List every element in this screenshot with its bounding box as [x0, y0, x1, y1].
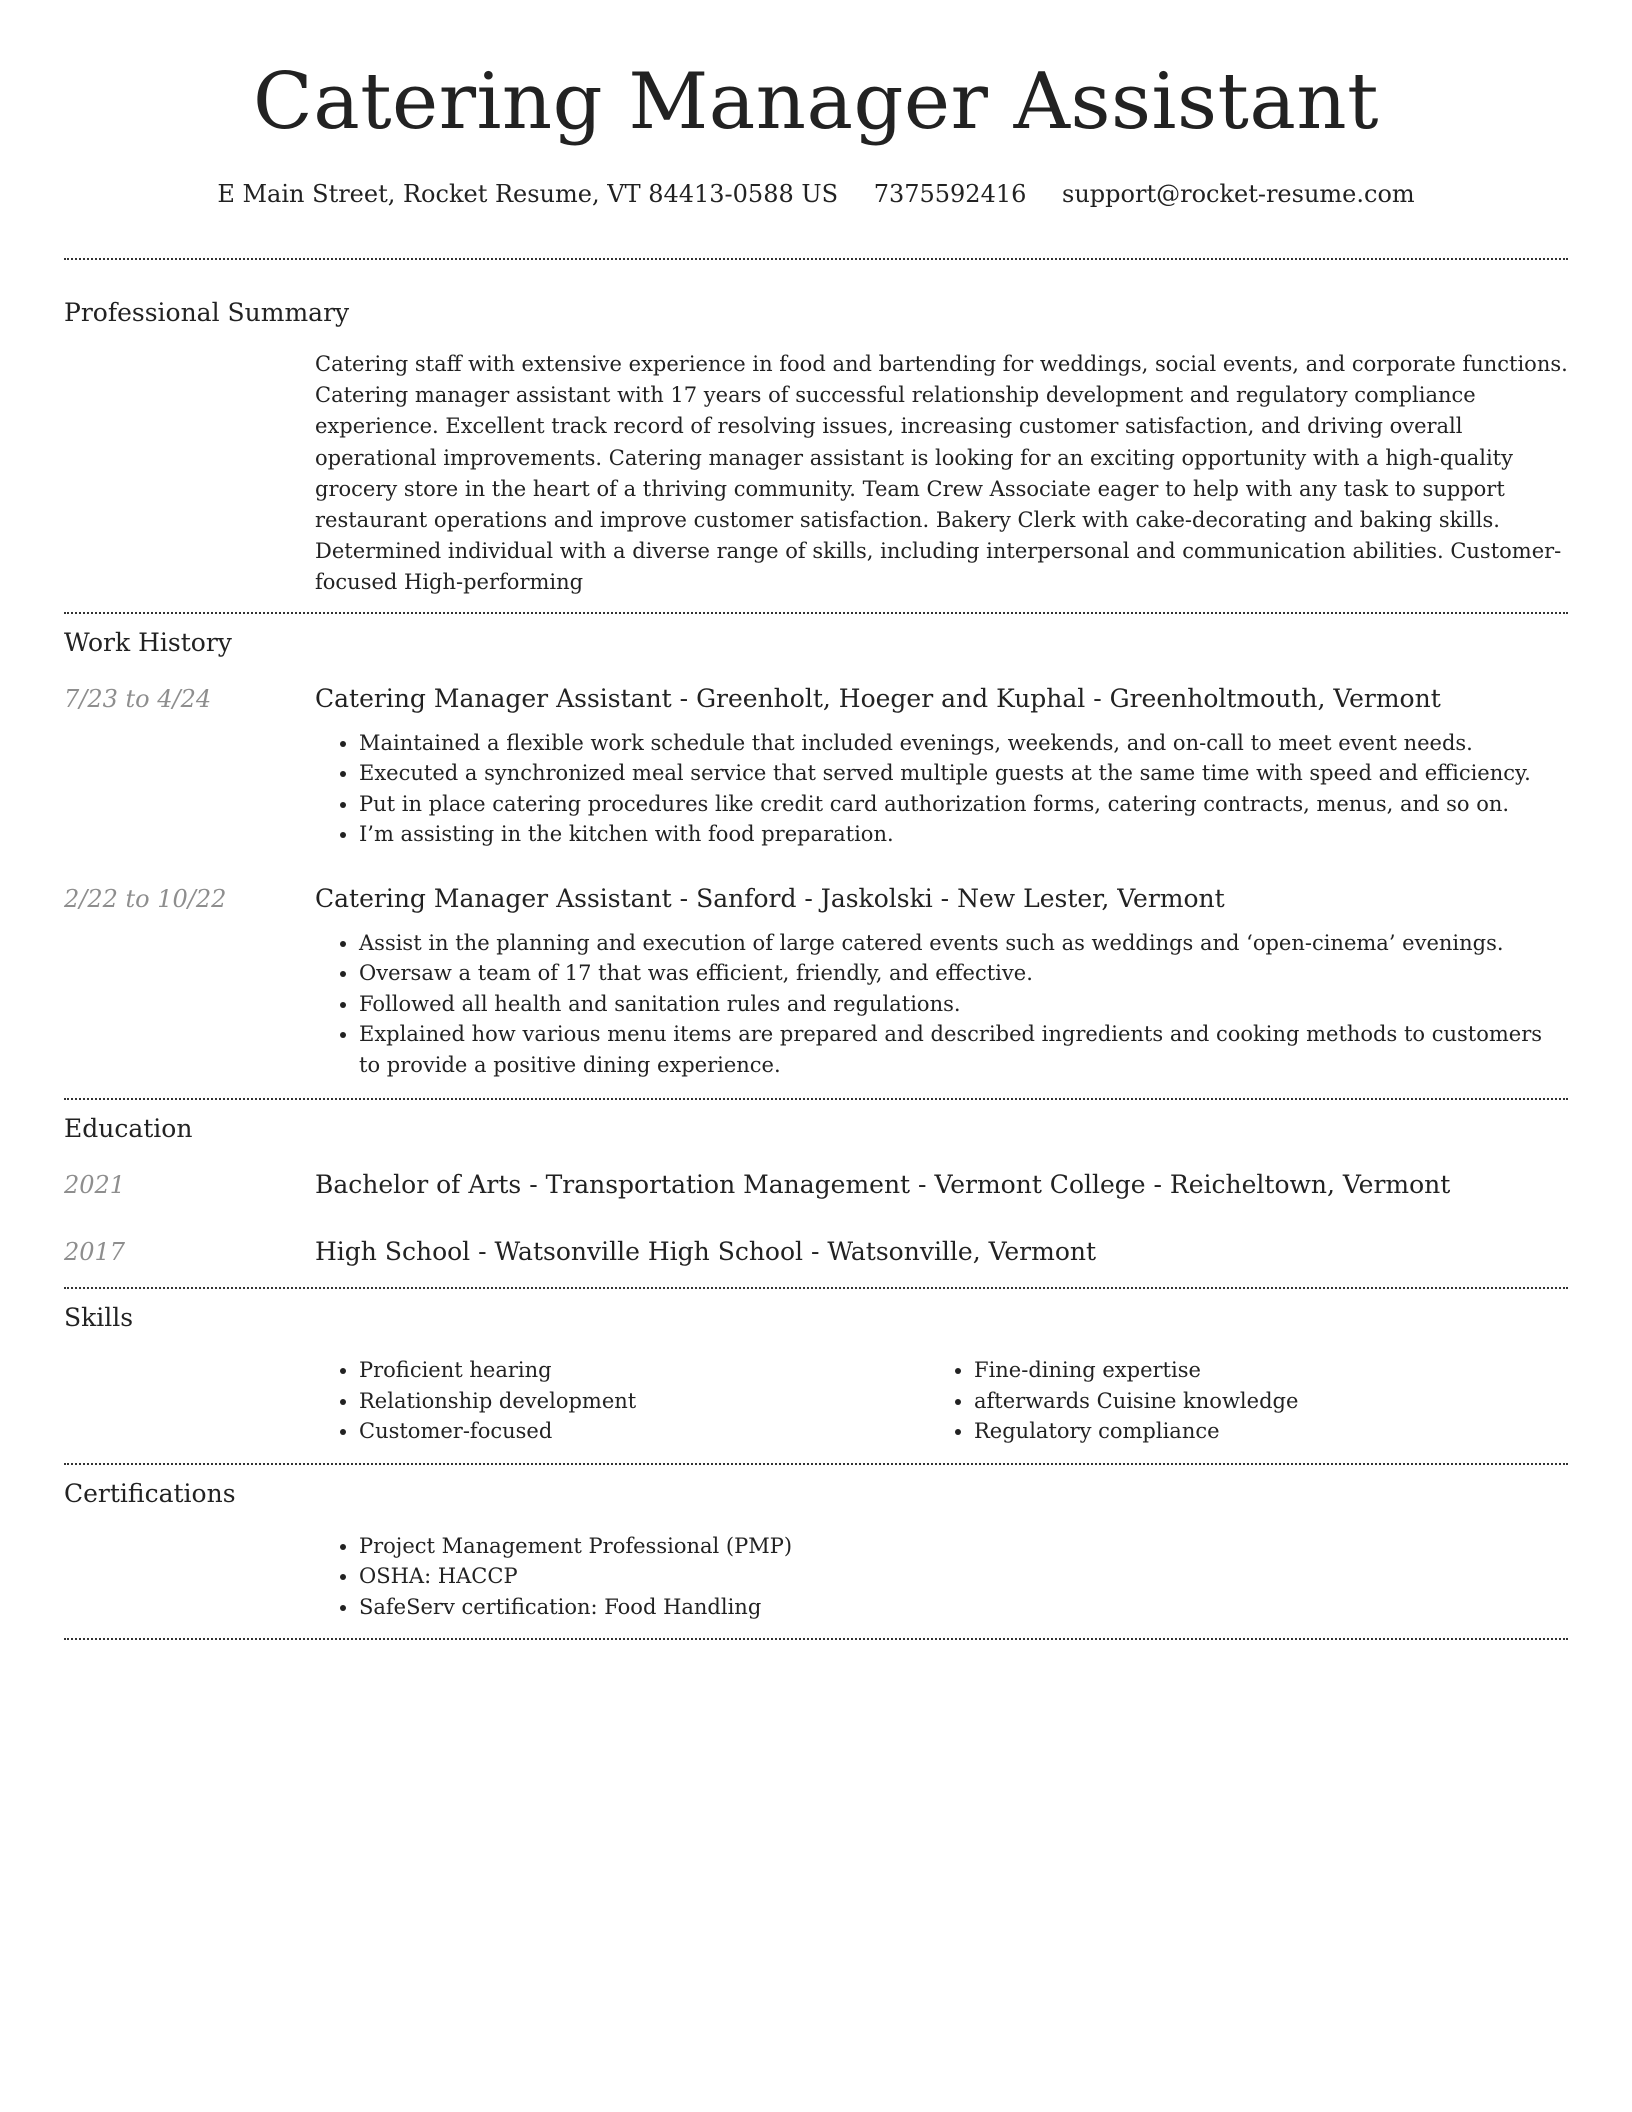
contact-line [64, 178, 1568, 210]
summary-section [64, 260, 1568, 599]
skill-item: • Proficient hearing [359, 1355, 930, 1386]
education-school: Vermont College [934, 1170, 1146, 1200]
job-company: Sanford - Jaskolski [696, 883, 933, 913]
certification-item: • SafeServ certification: Food Handling [359, 1592, 1568, 1623]
job-heading: Catering Manager Assistant - Greenholt, Hoeger and Kuphal - Greenholtmouth, Vermont [315, 683, 1441, 713]
job-bullet: • Assist in the planning and execution of large catered events such as weddings and ‘open-cinema’ evenings. [359, 928, 1568, 959]
skills-heading: Skills [64, 1303, 134, 1333]
skills-list-right [930, 1355, 1545, 1447]
skill-item: • Relationship development [359, 1386, 930, 1417]
contact-phone: 7375592416 [873, 180, 1027, 208]
skills-grid [315, 1355, 1568, 1447]
job-company: Greenholt, Hoeger and Kuphal [696, 683, 1086, 713]
job-dates: 7/23 to 4/24 [64, 684, 212, 713]
job-bullet: • Followed all health and sanitation rules and regulations. [359, 989, 1568, 1020]
education-entry [64, 1235, 1568, 1269]
section-divider [64, 1638, 1568, 1640]
education-school: Watsonville High School [494, 1237, 804, 1267]
certifications-section [64, 1465, 1568, 1623]
job-title: Catering Manager Assistant [315, 883, 672, 913]
resume-header [64, 0, 1568, 210]
candidate-name: Catering Manager Assistant [253, 57, 1379, 147]
job-heading: Catering Manager Assistant - Sanford - Jaskolski - New Lester, Vermont [315, 883, 1225, 913]
certification-item: • OSHA: HACCP [359, 1561, 1568, 1592]
certifications-heading: Certifications [64, 1478, 236, 1508]
skill-item: • Fine-dining expertise [974, 1355, 1545, 1386]
skill-item: • afterwards Cuisine knowledge [974, 1386, 1545, 1417]
summary-text: Catering staff with extensive experience in food and bartending for weddings, social events, and corporate functions. Catering manager assistant with 17 years of successful relationship development and regulatory compliance experience. Excellent track record of resolving issues, increasing customer satisfaction, and driving overall operational improvements. Catering manager assistant is looking for an exciting opportunity with a high-quality grocery store in the heart of a thriving community. Team Crew Associate eager to help with any task to support restaurant operations and improve customer satisfaction. Bakery Clerk with cake-decorating and baking skills. Determined individual with a diverse range of skills, including interpersonal and communication abilities. Customer-focused High-performing [315, 352, 1568, 595]
job-bullet: • Explained how various menu items are prepared and described ingredients and cooking methods to customers to provide a positive dining experience. [359, 1019, 1568, 1080]
job-bullet: • Oversaw a team of 17 that was efficient, friendly, and effective. [359, 958, 1568, 989]
skill-item: • Regulatory compliance [974, 1416, 1545, 1447]
job-entry [64, 882, 1568, 1081]
job-bullets [315, 928, 1568, 1081]
job-location: New Lester, Vermont [957, 883, 1225, 913]
job-dates: 2/22 to 10/22 [64, 884, 227, 913]
job-bullet: • I’m assisting in the kitchen with food preparation. [359, 819, 1568, 850]
education-heading: Education [64, 1114, 193, 1144]
education-heading-line: Bachelor of Arts - Transportation Management - Vermont College - Reicheltown, Vermont [315, 1170, 1451, 1200]
job-bullet: • Executed a synchronized meal service that served multiple guests at the same time with speed and efficiency. [359, 758, 1568, 789]
education-entry [64, 1168, 1568, 1202]
job-bullet: • Put in place catering procedures like credit card authorization forms, catering contracts, menus, and so on. [359, 789, 1568, 820]
education-year: 2021 [64, 1171, 126, 1200]
education-degree: High School [315, 1237, 471, 1267]
job-entry [64, 682, 1568, 850]
job-bullet: • Maintained a flexible work schedule that included evenings, weekends, and on-call to meet event needs. [359, 728, 1568, 759]
skill-item: • Customer-focused [359, 1416, 930, 1447]
work-history-section [64, 614, 1568, 1081]
job-title: Catering Manager Assistant [315, 683, 672, 713]
skills-list-left [315, 1355, 930, 1447]
education-degree: Bachelor of Arts - Transportation Management [315, 1170, 911, 1200]
education-location: Watsonville, Vermont [827, 1237, 1097, 1267]
certifications-list [315, 1531, 1568, 1623]
certification-item: • Project Management Professional (PMP) [359, 1531, 1568, 1562]
education-location: Reicheltown, Vermont [1169, 1170, 1451, 1200]
work-history-heading: Work History [64, 627, 232, 657]
education-year: 2017 [64, 1238, 126, 1267]
education-heading-line: High School - Watsonville High School - Watsonville, Vermont [315, 1237, 1097, 1267]
contact-address: E Main Street, Rocket Resume, VT 84413-0588 US [217, 180, 839, 208]
job-bullets [315, 728, 1568, 850]
contact-email: support@rocket-resume.com [1062, 180, 1415, 208]
summary-heading: Professional Summary [64, 298, 350, 327]
job-location: Greenholtmouth, Vermont [1109, 683, 1441, 713]
education-section [64, 1100, 1568, 1269]
skills-section [64, 1289, 1568, 1447]
